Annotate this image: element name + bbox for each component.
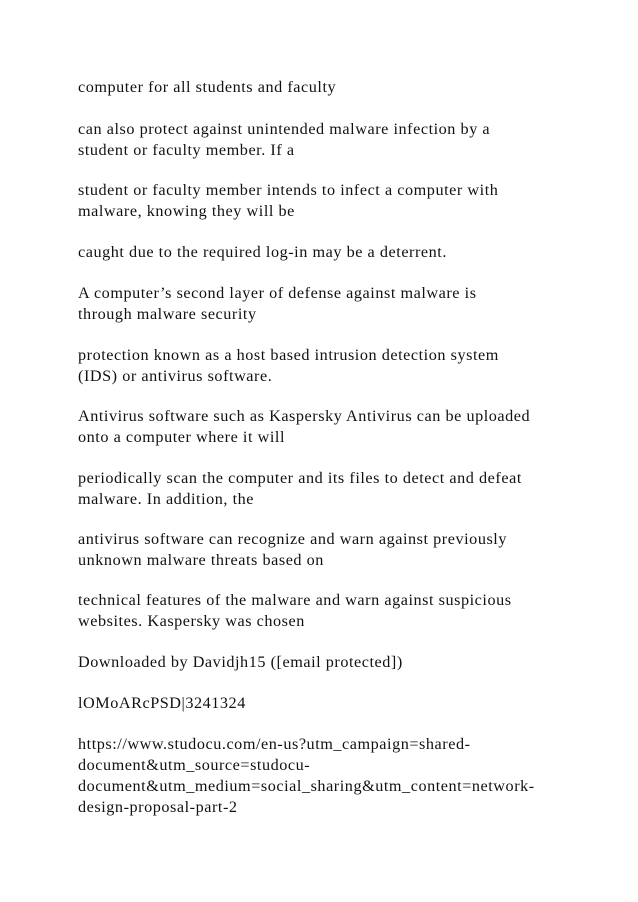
source-url: https://www.studocu.com/en-us?utm_campaign=shared- document&utm_source=studocu- document&utm_medium=social_sharing&utm_content=network- design-proposal-part-2 [78,735,535,816]
paragraph-1: computer for all students and faculty [78,78,337,96]
paragraph-9: antivirus software can recognize and warn against previously unknown malware threats based on [78,530,508,569]
download-notice: Downloaded by Davidjh15 ([email protected]) [78,653,403,671]
paragraph-8: periodically scan the computer and its files to detect and defeat malware. In addition, the [78,469,522,508]
paragraph-7: Antivirus software such as Kaspersky Antivirus can be uploaded onto a computer where it will [78,407,531,446]
paragraph-5: A computer’s second layer of defense against malware is through malware security [78,284,477,323]
paragraph-6: protection known as a host based intrusion detection system (IDS) or antivirus software. [78,346,499,385]
paragraph-10: technical features of the malware and warn against suspicious websites. Kaspersky was chosen [78,591,512,630]
paragraph-2: can also protect against unintended malware infection by a student or faculty member. If a [78,120,491,159]
paragraph-3: student or faculty member intends to infect a computer with malware, knowing they will be [78,181,499,220]
document-id: lOMoARcPSD|3241324 [78,694,246,712]
paragraph-4: caught due to the required log-in may be a deterrent. [78,243,447,261]
